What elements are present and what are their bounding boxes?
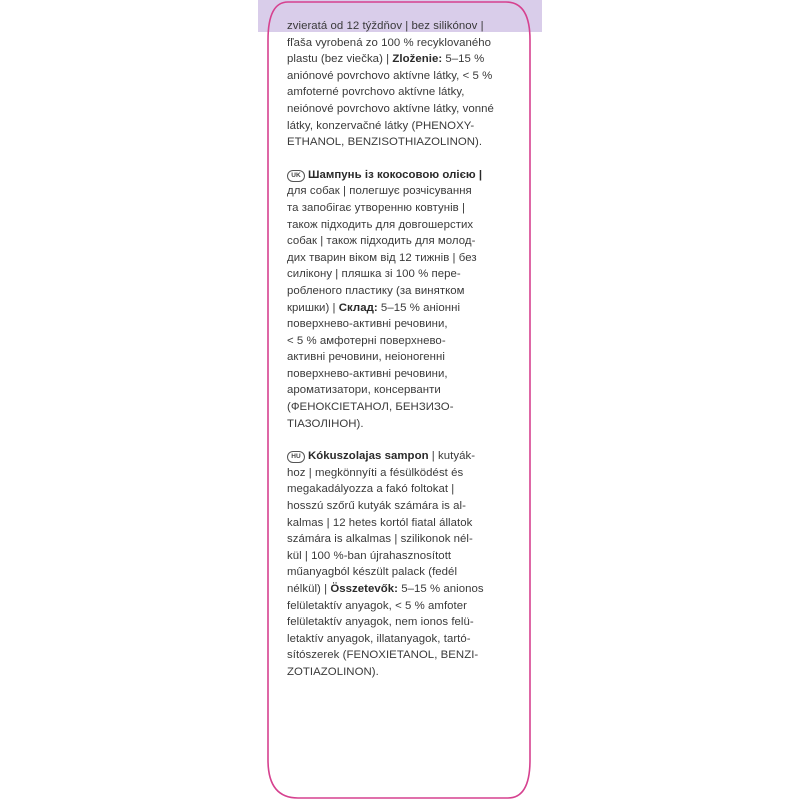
text-line xyxy=(287,498,507,515)
text-line xyxy=(287,548,507,565)
text-segment: активні речовини, неіоногенні xyxy=(287,351,445,364)
text-segment: ZOTIAZOLINON). xyxy=(287,665,379,678)
text-line xyxy=(287,416,507,433)
text-segment: ТІАЗОЛІНОН). xyxy=(287,417,364,430)
text-line xyxy=(287,316,507,333)
text-segment: fľaša vyrobená zo 100 % recyklovaného xyxy=(287,36,491,49)
language-badge-hu: HU xyxy=(287,451,305,463)
text-line xyxy=(287,300,507,317)
text-line xyxy=(287,515,507,532)
label-text-block xyxy=(287,18,507,697)
text-segment: plastu (bez viečka) | xyxy=(287,53,393,66)
bold-text: Kókuszolajas sampon xyxy=(308,450,429,463)
text-segment: amfoterné povrchovo aktívne látky, xyxy=(287,86,465,99)
text-line xyxy=(287,51,507,68)
section-uk xyxy=(287,167,507,433)
text-segment: felületaktív anyagok, < 5 % amfoter xyxy=(287,599,467,612)
text-segment: látky, konzervačné látky (PHENOXY- xyxy=(287,119,475,132)
text-segment: felületaktív anyagok, nem ionos felü- xyxy=(287,616,474,629)
text-line xyxy=(287,531,507,548)
text-line xyxy=(287,366,507,383)
bold-text: Шампунь із кокосовою олією | xyxy=(308,168,483,181)
text-line xyxy=(287,598,507,615)
text-line xyxy=(287,250,507,267)
section-hu xyxy=(287,448,507,680)
text-segment: hosszú szőrű kutyák számára is al- xyxy=(287,500,466,513)
text-line xyxy=(287,266,507,283)
text-segment: та запобігає утворенню ковтунів | xyxy=(287,201,465,214)
text-line xyxy=(287,233,507,250)
text-segment: számára is alkalmas | szilikonok nél- xyxy=(287,533,473,546)
text-line xyxy=(287,200,507,217)
text-line xyxy=(287,118,507,135)
text-line xyxy=(287,68,507,85)
text-segment: | kutyák- xyxy=(428,450,476,463)
text-segment: neiónové povrchovo aktívne látky, vonné xyxy=(287,102,494,115)
text-line xyxy=(287,647,507,664)
bold-text: Zloženie: xyxy=(392,53,443,66)
text-segment: aniónové povrchovo aktívne látky, < 5 % xyxy=(287,69,493,82)
text-segment: силікону | пляшка зі 100 % пере- xyxy=(287,268,461,281)
text-line xyxy=(287,183,507,200)
text-segment: < 5 % амфотерні поверхнево- xyxy=(287,334,446,347)
text-segment: також підходить для довгошерстих xyxy=(287,218,474,231)
text-line xyxy=(287,664,507,681)
text-segment: sítószerek (FENOXIETANOL, BENZI- xyxy=(287,649,479,662)
text-line xyxy=(287,399,507,416)
text-line xyxy=(287,631,507,648)
text-line xyxy=(287,101,507,118)
text-line xyxy=(287,382,507,399)
text-segment: 5–15 % аніонні xyxy=(377,301,461,314)
text-segment: для собак | полегшує розчісування xyxy=(287,185,472,198)
text-line xyxy=(287,217,507,234)
text-line xyxy=(287,448,507,465)
text-segment: letaktív anyagok, illatanyagok, tartó- xyxy=(287,632,471,645)
text-line xyxy=(287,564,507,581)
text-segment: поверхнево-активні речовини, xyxy=(287,318,448,331)
text-segment: nélkül) | xyxy=(287,583,331,595)
section-sk xyxy=(287,18,507,151)
text-line xyxy=(287,84,507,101)
text-segment: megakadályozza a fakó foltokat | xyxy=(287,483,455,496)
text-line xyxy=(287,581,507,598)
text-segment: робленого пластику (за винятком xyxy=(287,284,465,297)
text-segment: поверхнево-активні речовини, xyxy=(287,367,448,380)
text-segment: 5–15 % xyxy=(442,53,485,66)
text-segment: дих тварин віком від 12 тижнів | без xyxy=(287,251,477,264)
text-line xyxy=(287,349,507,366)
text-segment: кришки) | xyxy=(287,301,339,314)
text-line xyxy=(287,614,507,631)
text-segment: kalmas | 12 hetes kortól fiatal állatok xyxy=(287,516,473,529)
text-segment: műanyagból készült palack (fedél xyxy=(287,566,458,579)
text-segment: zvieratá od 12 týždňov | bez silikónov | xyxy=(287,20,484,32)
bold-text: Összetevők: xyxy=(330,583,399,595)
text-line xyxy=(287,18,507,35)
text-line xyxy=(287,481,507,498)
text-segment: (ФЕНОКСІЕТАНОЛ, БЕНЗИЗО- xyxy=(287,401,454,414)
language-badge-uk: UK xyxy=(287,170,305,182)
text-segment: hoz | megkönnyíti a fésülködést és xyxy=(287,466,464,479)
text-line xyxy=(287,134,507,151)
text-line xyxy=(287,465,507,482)
text-line xyxy=(287,35,507,52)
text-line xyxy=(287,333,507,350)
bold-text: Склад: xyxy=(338,301,378,314)
text-segment: ETHANOL, BENZISOTHIAZOLINON). xyxy=(287,136,483,149)
text-segment: собак | також підходить для молод- xyxy=(287,235,476,248)
text-segment: ароматизатори, консерванти xyxy=(287,384,441,397)
text-segment: kül | 100 %-ban újrahasznosított xyxy=(287,549,452,562)
text-line xyxy=(287,283,507,300)
text-line xyxy=(287,167,507,184)
text-segment: 5–15 % anionos xyxy=(398,583,484,595)
